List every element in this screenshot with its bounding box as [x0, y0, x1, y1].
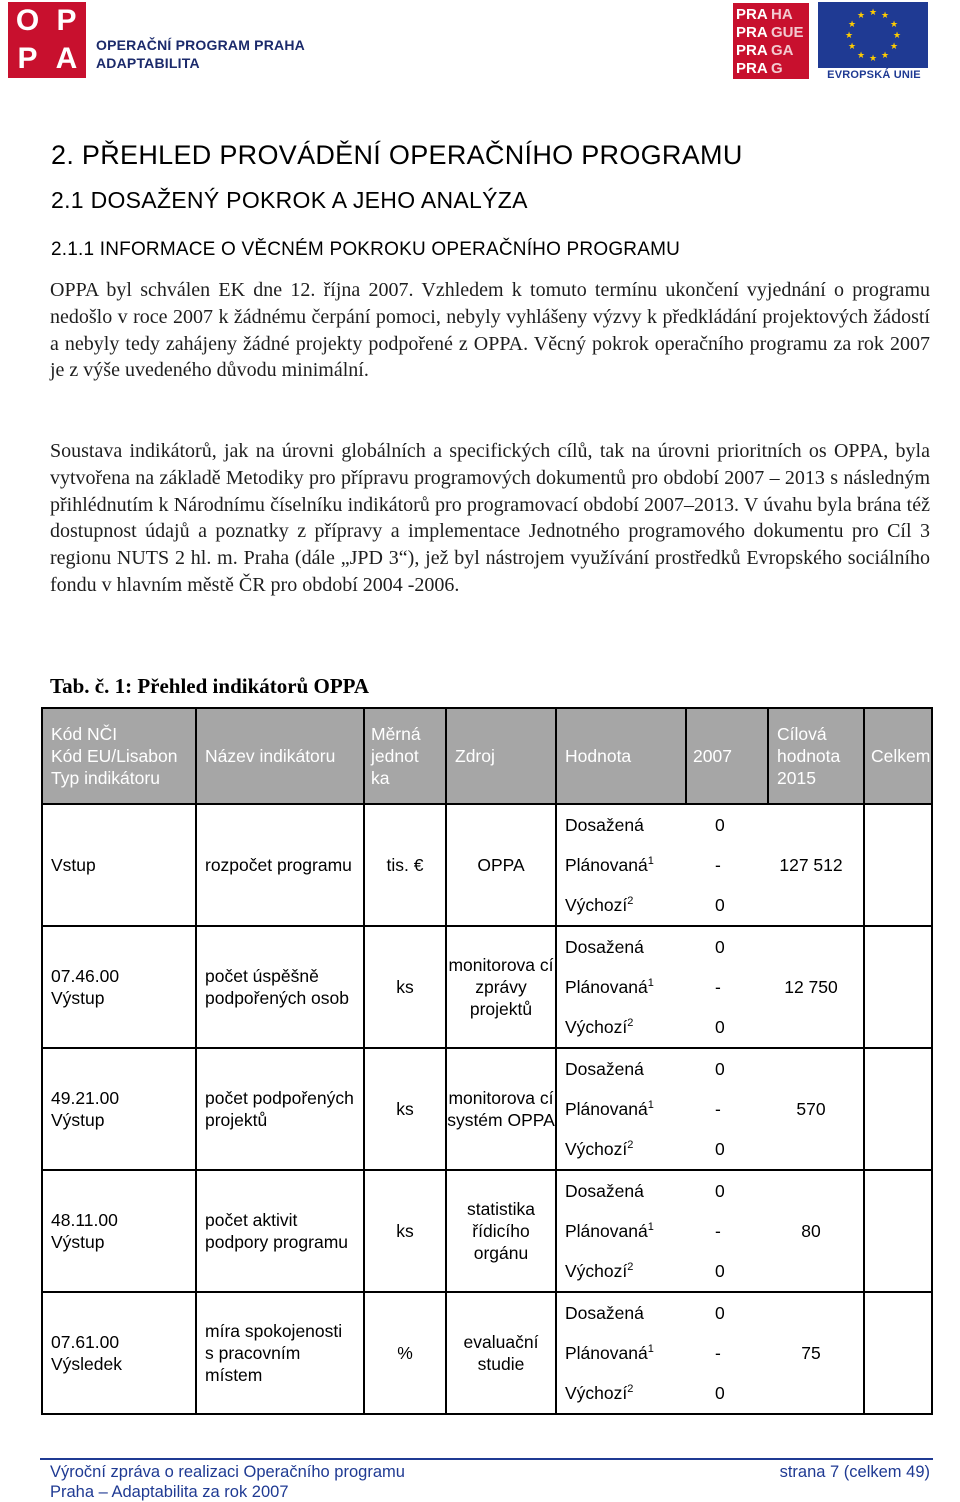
indicator-source: monitorova cí zprávy projektů	[446, 926, 556, 1048]
paragraph-approval: OPPA byl schválen EK dne 12. října 2007. Vzhledem k tomuto termínu ukončení vyjednání o programu nedošlo v roce 2007 k žádnému čerpání pomoci, nebyly vyhlášeny výzvy k předkládání projektových žádostí a nebyly tedy zahájeny žádné projekty podpořené z OPPA. Věcný pokrok operačního programu za rok 2007 je z výše uvedeného důvodu minimální.	[50, 279, 930, 382]
value-planned-label-text: Plánovaná	[565, 1221, 648, 1241]
subsection-heading: 2.1.1 INFORMACE O VĚCNÉM POKROKU OPERAČNÍHO PROGRAMU	[51, 239, 681, 260]
value-baseline-label-text: Výchozí	[565, 895, 628, 915]
indicator-total	[864, 1292, 932, 1414]
indicator-total	[864, 1170, 932, 1292]
table-row	[42, 1170, 932, 1292]
value-achieved-line	[557, 927, 863, 967]
eu-logo	[818, 2, 930, 80]
svg-text:★: ★	[889, 42, 899, 52]
value-baseline-line	[557, 1007, 863, 1047]
cell-kod-typ	[42, 926, 196, 1048]
footer-title-line2: Praha – Adaptabilita za rok 2007	[50, 1483, 289, 1501]
svg-text:★: ★	[847, 42, 857, 52]
value-baseline-label-text: Výchozí	[565, 1383, 628, 1403]
value-achieved-line	[557, 1049, 863, 1089]
value-planned-2007: -	[715, 1099, 721, 1119]
value-achieved-line	[557, 805, 863, 845]
value-planned-footnote: 1	[647, 855, 654, 867]
svg-text:★: ★	[856, 51, 866, 61]
table-row	[42, 926, 932, 1048]
indicator-table	[41, 707, 933, 1415]
header-hodnota-label: Hodnota	[565, 746, 632, 766]
eu-stars-icon	[818, 2, 928, 68]
value-planned-line	[557, 1333, 863, 1373]
target-value: 12 750	[784, 977, 838, 997]
value-planned-footnote: 1	[647, 1343, 654, 1355]
values-block	[557, 927, 863, 1047]
indicator-type: Vstup	[51, 855, 96, 875]
values-block	[557, 1293, 863, 1413]
value-baseline-label	[557, 1016, 707, 1038]
praha-logo-cell: HA	[771, 5, 793, 23]
value-achieved-line	[557, 1171, 863, 1211]
praha-logo-cell: PRA	[736, 59, 768, 77]
header-rok: 2007	[686, 708, 768, 804]
value-baseline-label-text: Výchozí	[565, 1017, 628, 1037]
oppa-letter: P	[17, 42, 38, 75]
value-achieved-2007: 0	[715, 1059, 725, 1079]
indicator-type: Výstup	[51, 988, 105, 1008]
value-planned-footnote: 1	[647, 1099, 654, 1111]
table-row	[42, 1048, 932, 1170]
values-block	[557, 805, 863, 925]
value-achieved-label-text: Dosažená	[565, 1303, 644, 1323]
target-value: 570	[796, 1099, 826, 1119]
indicator-source: evaluační studie	[446, 1292, 556, 1414]
cell-kod-typ	[42, 804, 196, 926]
value-planned-2007: -	[715, 1343, 721, 1363]
indicator-name: míra spokojenosti s pracovním místem	[196, 1292, 364, 1414]
value-achieved-label	[557, 814, 707, 836]
value-baseline-line	[557, 885, 863, 925]
indicator-source: monitorova cí systém OPPA	[446, 1048, 556, 1170]
value-achieved-2007: 0	[715, 1181, 725, 1201]
indicator-unit: tis. €	[364, 804, 446, 926]
value-baseline-2007: 0	[715, 1017, 725, 1037]
indicator-total	[864, 926, 932, 1048]
footer-title	[50, 1462, 405, 1502]
indicator-values	[556, 1048, 864, 1170]
oppa-letter: P	[56, 4, 77, 37]
value-planned-2007: -	[715, 855, 721, 875]
value-achieved-label-text: Dosažená	[565, 815, 644, 835]
value-planned-footnote: 1	[647, 977, 654, 989]
value-baseline-label-text: Výchozí	[565, 1139, 628, 1159]
value-achieved-2007: 0	[715, 937, 725, 957]
indicator-type: Výstup	[51, 1110, 105, 1130]
value-baseline-label	[557, 1138, 707, 1160]
value-achieved-line	[557, 1293, 863, 1333]
value-achieved-label-text: Dosažená	[565, 1059, 644, 1079]
value-achieved-label-text: Dosažená	[565, 937, 644, 957]
indicator-type: Výstup	[51, 1232, 105, 1252]
paragraph-indicators: Soustava indikátorů, jak na úrovni globálních a specifických cílů, tak na úrovni prioritních os OPPA, byla vytvořena na základě Metodiky pro přípravu programových dokumentů pro období 2007 – 2013 s následným přihlédnutím k Národnímu číselníku indikátorů pro programovací období 2007–2013. V úvahu byla brána též dostupnost údajů a poznatky z přípravy a implementace Jednotného programového dokumentu pro Cíl 3 regionu NUTS 2 hl. m. Praha (dále „JPD 3“), jež byl nástrojem využívání prostředků Evropského sociálního fondu v hlavním městě ČR pro období 2004 -2006.	[50, 440, 930, 596]
value-planned-label	[557, 1342, 707, 1364]
value-baseline-footnote: 2	[627, 1017, 634, 1029]
footer-divider	[40, 1458, 933, 1460]
value-achieved-label	[557, 1058, 707, 1080]
value-baseline-line	[557, 1129, 863, 1169]
eu-label: EVROPSKÁ UNIE	[827, 69, 921, 81]
header-kod-nci: Kód NČI	[51, 724, 118, 744]
value-planned-label-text: Plánovaná	[565, 1343, 648, 1363]
svg-text:★: ★	[868, 8, 878, 18]
svg-text:★: ★	[868, 54, 878, 64]
praha-logo	[733, 3, 809, 79]
svg-text:★: ★	[889, 20, 899, 30]
value-achieved-label	[557, 1302, 707, 1324]
indicator-values	[556, 1292, 864, 1414]
praha-logo-cell: G	[771, 59, 783, 77]
indicator-source: OPPA	[446, 804, 556, 926]
praha-logo-cell: PRA	[736, 41, 768, 59]
header-celkem: Celkem	[864, 708, 932, 804]
cell-kod-typ	[42, 1170, 196, 1292]
indicator-unit: ks	[364, 1048, 446, 1170]
value-planned-2007: -	[715, 1221, 721, 1241]
value-planned-line	[557, 1089, 863, 1129]
value-baseline-footnote: 2	[627, 895, 634, 907]
value-planned-label-text: Plánovaná	[565, 855, 648, 875]
indicator-source: statistika řídicího orgánu	[446, 1170, 556, 1292]
value-planned-label	[557, 1098, 707, 1120]
praha-logo-cell: PRA	[736, 5, 768, 23]
target-value: 80	[801, 1221, 821, 1241]
values-block	[557, 1049, 863, 1169]
table-header-row	[42, 708, 932, 804]
oppa-letter: O	[15, 4, 40, 37]
indicator-code: 07.46.00	[51, 966, 120, 986]
oppa-logo-text	[96, 2, 305, 78]
value-baseline-line	[557, 1251, 863, 1291]
header-kod-eu: Kód EU/Lisabon	[51, 746, 178, 766]
svg-text:★: ★	[892, 31, 902, 41]
indicator-unit: ks	[364, 1170, 446, 1292]
value-planned-line	[557, 845, 863, 885]
table-caption: Tab. č. 1: Přehled indikátorů OPPA	[50, 674, 370, 698]
section-heading: 2.1 DOSAŽENÝ POKROK A JEHO ANALÝZA	[51, 187, 528, 213]
value-achieved-label	[557, 1180, 707, 1202]
value-planned-footnote: 1	[647, 1221, 654, 1233]
value-baseline-footnote: 2	[627, 1261, 634, 1273]
value-baseline-line	[557, 1373, 863, 1413]
value-planned-label-text: Plánovaná	[565, 977, 648, 997]
indicator-code: 07.61.00	[51, 1332, 120, 1352]
value-planned-line	[557, 1211, 863, 1251]
value-planned-line	[557, 967, 863, 1007]
value-baseline-label	[557, 1382, 707, 1404]
values-block	[557, 1171, 863, 1291]
header-hodnota	[556, 708, 686, 804]
oppa-letter: A	[55, 42, 78, 75]
footer-title-line1: Výroční zpráva o realizaci Operačního programu	[50, 1463, 405, 1481]
cell-kod-typ	[42, 1292, 196, 1414]
indicator-unit: ks	[364, 926, 446, 1048]
indicator-name: rozpočet programu	[196, 804, 364, 926]
header-cilova: Cílová hodnota 2015	[768, 708, 864, 804]
indicator-code: 49.21.00	[51, 1088, 120, 1108]
svg-text:★: ★	[880, 11, 890, 21]
indicator-unit: %	[364, 1292, 446, 1414]
value-baseline-2007: 0	[715, 1139, 725, 1159]
praha-logo-cell: PRA	[736, 23, 768, 41]
value-baseline-footnote: 2	[627, 1139, 634, 1151]
value-baseline-2007: 0	[715, 895, 725, 915]
indicator-total	[864, 1048, 932, 1170]
value-achieved-label	[557, 936, 707, 958]
eu-flag-icon	[818, 2, 928, 68]
indicator-total	[864, 804, 932, 926]
oppa-logo-line2: ADAPTABILITA	[96, 55, 200, 71]
header-typ: Typ indikátoru	[51, 768, 160, 788]
cell-kod-typ	[42, 1048, 196, 1170]
svg-text:★: ★	[847, 20, 857, 30]
value-baseline-label	[557, 1260, 707, 1282]
praha-logo-cell: GA	[771, 41, 794, 59]
indicator-name: počet podpořených projektů	[196, 1048, 364, 1170]
table-row	[42, 804, 932, 926]
praha-logo-cell: GUE	[771, 23, 804, 41]
target-value: 127 512	[779, 855, 843, 875]
value-planned-label	[557, 1220, 707, 1242]
value-baseline-2007: 0	[715, 1261, 725, 1281]
indicator-values	[556, 804, 864, 926]
svg-text:★: ★	[880, 51, 890, 61]
chapter-heading: 2. PŘEHLED PROVÁDĚNÍ OPERAČNÍHO PROGRAMU	[51, 140, 743, 170]
value-achieved-2007: 0	[715, 1303, 725, 1323]
indicator-values	[556, 926, 864, 1048]
oppa-logo-line1: OPERAČNÍ PROGRAM PRAHA	[96, 37, 305, 53]
value-planned-label	[557, 854, 707, 876]
value-planned-label	[557, 976, 707, 998]
indicator-code: 48.11.00	[51, 1210, 118, 1230]
value-baseline-2007: 0	[715, 1383, 725, 1403]
svg-text:★: ★	[844, 31, 854, 41]
indicator-type: Výsledek	[51, 1354, 123, 1374]
svg-text:★: ★	[856, 11, 866, 21]
value-planned-2007: -	[715, 977, 721, 997]
value-baseline-footnote: 2	[627, 1383, 634, 1395]
value-planned-label-text: Plánovaná	[565, 1099, 648, 1119]
page-number: strana 7 (celkem 49)	[779, 1463, 930, 1481]
value-baseline-label-text: Výchozí	[565, 1261, 628, 1281]
indicator-name: počet úspěšně podpořených osob	[196, 926, 364, 1048]
target-value: 75	[801, 1343, 821, 1363]
header-kod	[42, 708, 196, 804]
oppa-logo-mark	[8, 2, 86, 78]
header-jednotka: Měrná jednot ka	[364, 708, 446, 804]
indicator-name: počet aktivit podpory programu	[196, 1170, 364, 1292]
table-row	[42, 1292, 932, 1414]
indicator-values	[556, 1170, 864, 1292]
value-achieved-2007: 0	[715, 815, 725, 835]
oppa-logo	[8, 2, 305, 78]
value-achieved-label-text: Dosažená	[565, 1181, 644, 1201]
value-baseline-label	[557, 894, 707, 916]
header-nazev: Název indikátoru	[196, 708, 364, 804]
header-zdroj: Zdroj	[446, 708, 556, 804]
